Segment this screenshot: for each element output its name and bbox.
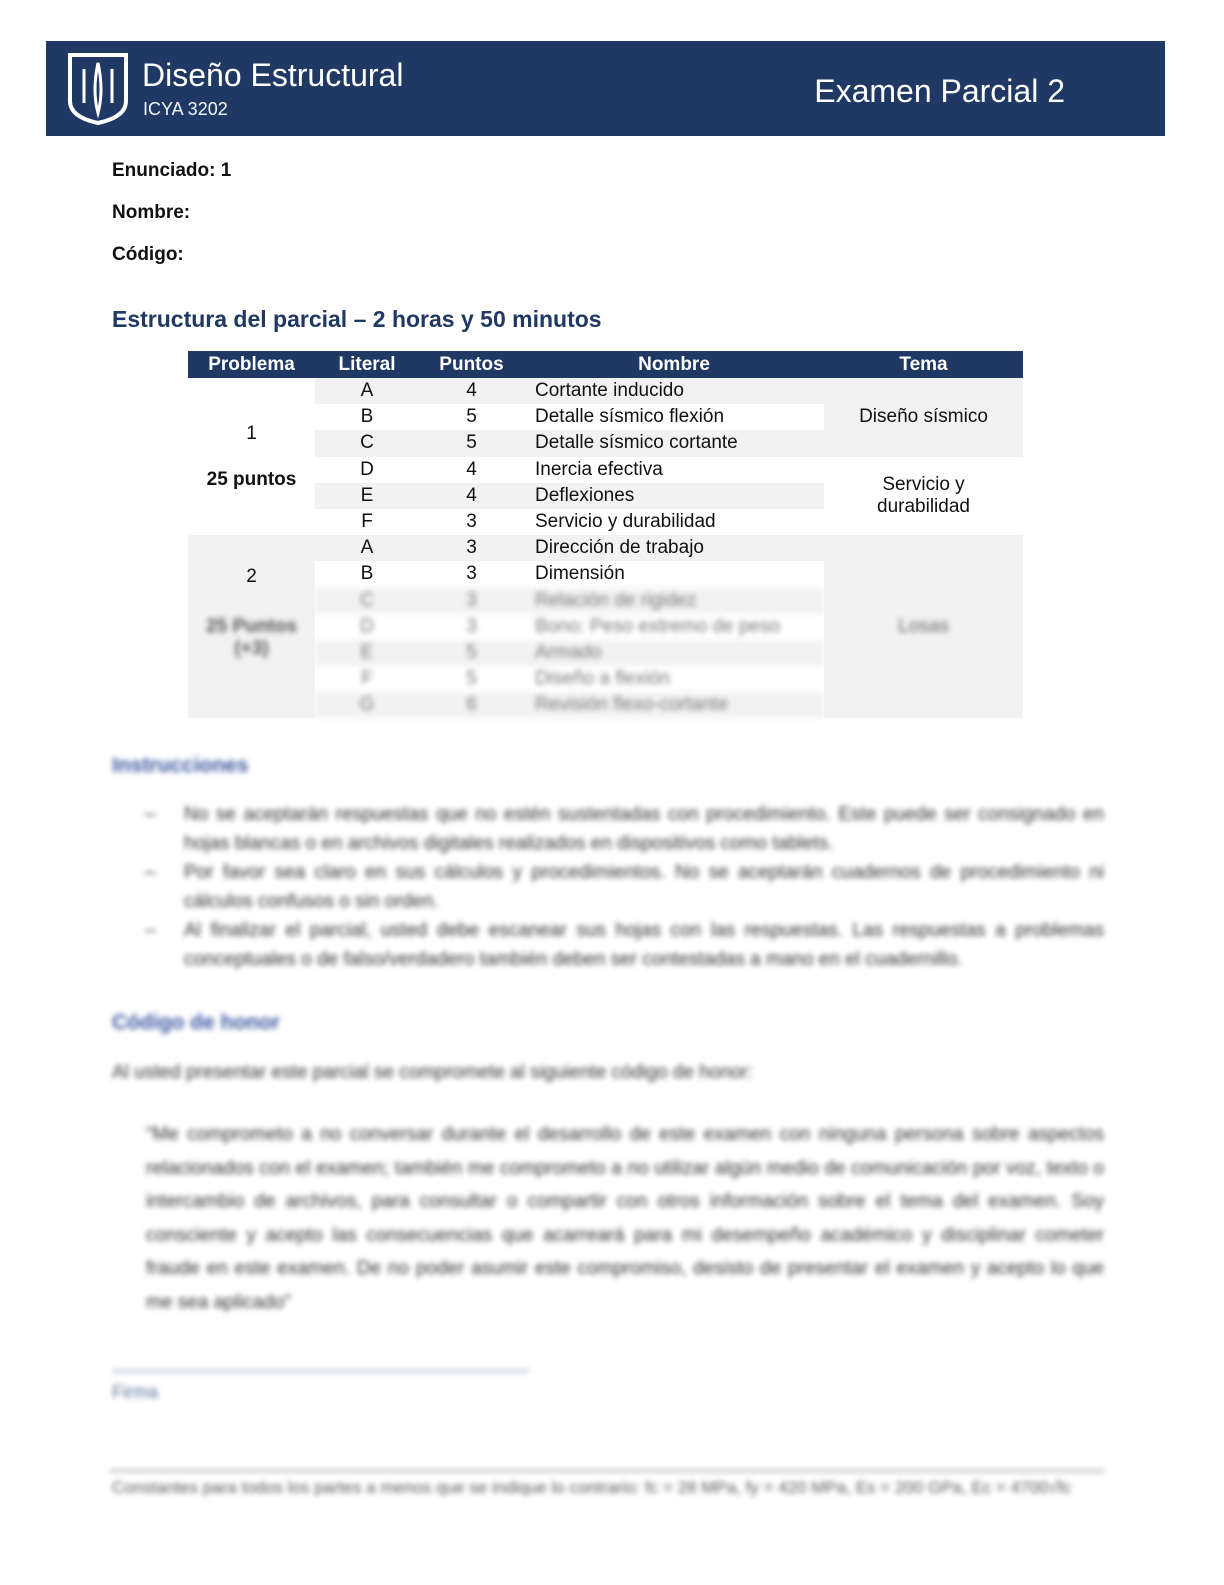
- points-cell: 3: [466, 563, 477, 585]
- problem-cell: [188, 378, 315, 535]
- table-row: [188, 535, 1023, 561]
- literal-cell: E: [315, 640, 419, 666]
- points-cell: 4: [419, 378, 524, 404]
- points-cell: 5: [466, 668, 477, 690]
- name-cell: Bono: Peso extremo de peso: [535, 615, 781, 637]
- topic-cell: Servicio y durabilidad: [877, 473, 970, 517]
- column-header: Literal: [315, 351, 419, 378]
- topic-cell: [824, 535, 1023, 718]
- course-code: ICYA 3202: [143, 99, 228, 119]
- footer-divider: [110, 1469, 1105, 1473]
- name-cell: Relación de rigidez: [524, 588, 824, 614]
- literal-cell: D: [360, 458, 374, 480]
- name-cell: Revisión flexo-cortante: [524, 692, 824, 718]
- name-cell: Armado: [524, 640, 824, 666]
- literal-cell: C: [315, 588, 419, 614]
- points-cell: 3: [466, 511, 477, 533]
- topic-text: Losas: [898, 615, 949, 637]
- points-cell: 3: [419, 588, 524, 614]
- honor-code-intro: Al usted presentar este parcial se compromete al siguiente código de honor:: [112, 1062, 754, 1083]
- points-cell: 4: [466, 458, 477, 480]
- problem-number: 2: [246, 565, 257, 587]
- points-cell: 5: [419, 640, 524, 666]
- column-header: Tema: [824, 351, 1023, 378]
- literal-cell: F: [361, 511, 373, 533]
- literal-cell: B: [360, 563, 374, 585]
- literal-cell: A: [315, 535, 419, 561]
- problem-cell: [188, 535, 315, 718]
- signature-line: [112, 1369, 529, 1373]
- topic-cell: Diseño sísmico: [824, 378, 1023, 457]
- literal-cell: F: [361, 668, 373, 690]
- table-row: [188, 378, 1023, 404]
- column-header: Problema: [188, 351, 315, 378]
- page-header: [46, 41, 1165, 136]
- table-header-row: [188, 351, 1023, 378]
- points-cell: 3: [466, 615, 477, 637]
- instruction-item: – Por favor sea claro en sus cálculos y procedimientos. No se aceptarán cuadernos de procedimiento ni cálculos confusos o sin orden.: [112, 858, 1104, 916]
- problem-number: 1: [246, 422, 257, 444]
- column-header: Puntos: [419, 351, 524, 378]
- instructions-heading: Instrucciones: [112, 754, 249, 777]
- problem-points-note: (+3): [234, 637, 269, 659]
- name-cell: Diseño a flexión: [535, 668, 671, 690]
- course-title: Diseño Estructural: [142, 57, 404, 93]
- name-cell: Deflexiones: [524, 483, 824, 509]
- literal-cell: G: [315, 692, 419, 718]
- points-cell: 5: [466, 406, 477, 428]
- university-logo-icon: [66, 51, 130, 127]
- honor-code-heading: Código de honor: [112, 1011, 280, 1034]
- name-cell: Inercia efectiva: [535, 458, 663, 480]
- exam-structure-table: [188, 351, 1023, 718]
- footer-note: Constantes para todos los partes a menos que se indique lo contrario: fc = 28 MPa, fy = 420 MPa, Es = 200 GPa, Ec = 4700√fc: [112, 1478, 1072, 1497]
- literal-cell: D: [360, 615, 374, 637]
- code-field: Código:: [112, 244, 184, 265]
- exam-title: Examen Parcial 2: [814, 73, 1065, 109]
- name-cell: Detalle sísmico flexión: [535, 406, 725, 428]
- instruction-item: – Al finalizar el parcial, usted debe escanear sus hojas con las respuestas. Las respuestas a problemas conceptuales o de falso/verdadero también deben ser contestadas a mano en el cuadernillo.: [112, 916, 1104, 974]
- points-cell: 4: [419, 483, 524, 509]
- instruction-item: – No se aceptarán respuestas que no estén sustentadas con procedimiento. Este puede ser consignado en hojas blancas o en archivos digitales realizados en dispositivos como tablets.: [112, 800, 1104, 858]
- points-cell: 6: [419, 692, 524, 718]
- honor-code-quote: “Me comprometo a no conversar durante el desarrollo de este examen con ninguna persona sobre aspectos relacionados con el examen; también me comprometo a no utilizar algún medio de comunicación por voz, texto o intercambio de archivos, para consultar o compartir con otros información sobre el tema del examen. Soy consciente y acepto las consecuencias que acarreará para mi desempeño académico y disciplinar cometer fraude en este examen. De no poder asumir este compromiso, desisto de presentar el examen y acepto lo que me sea aplicado”: [146, 1124, 1104, 1313]
- name-cell: Detalle sísmico cortante: [524, 430, 824, 456]
- name-cell: Dirección de trabajo: [524, 535, 824, 561]
- literal-cell: C: [315, 430, 419, 456]
- structure-heading: Estructura del parcial – 2 horas y 50 minutos: [112, 306, 602, 332]
- points-cell: 5: [419, 430, 524, 456]
- problem-points: 25 puntos: [206, 468, 297, 490]
- literal-cell: E: [315, 483, 419, 509]
- literal-cell: B: [360, 406, 374, 428]
- enunciado-field: Enunciado: 1: [112, 160, 232, 181]
- column-header: Nombre: [524, 351, 824, 378]
- literal-cell: A: [315, 378, 419, 404]
- problem-points: 25 Puntos: [206, 615, 297, 637]
- instructions-list: [112, 800, 1104, 974]
- points-cell: 3: [419, 535, 524, 561]
- name-cell: Servicio y durabilidad: [535, 511, 716, 533]
- name-cell: Dimensión: [535, 563, 625, 585]
- signature-label: Firma: [112, 1382, 158, 1402]
- name-field: Nombre:: [112, 202, 191, 223]
- name-cell: Cortante inducido: [524, 378, 824, 404]
